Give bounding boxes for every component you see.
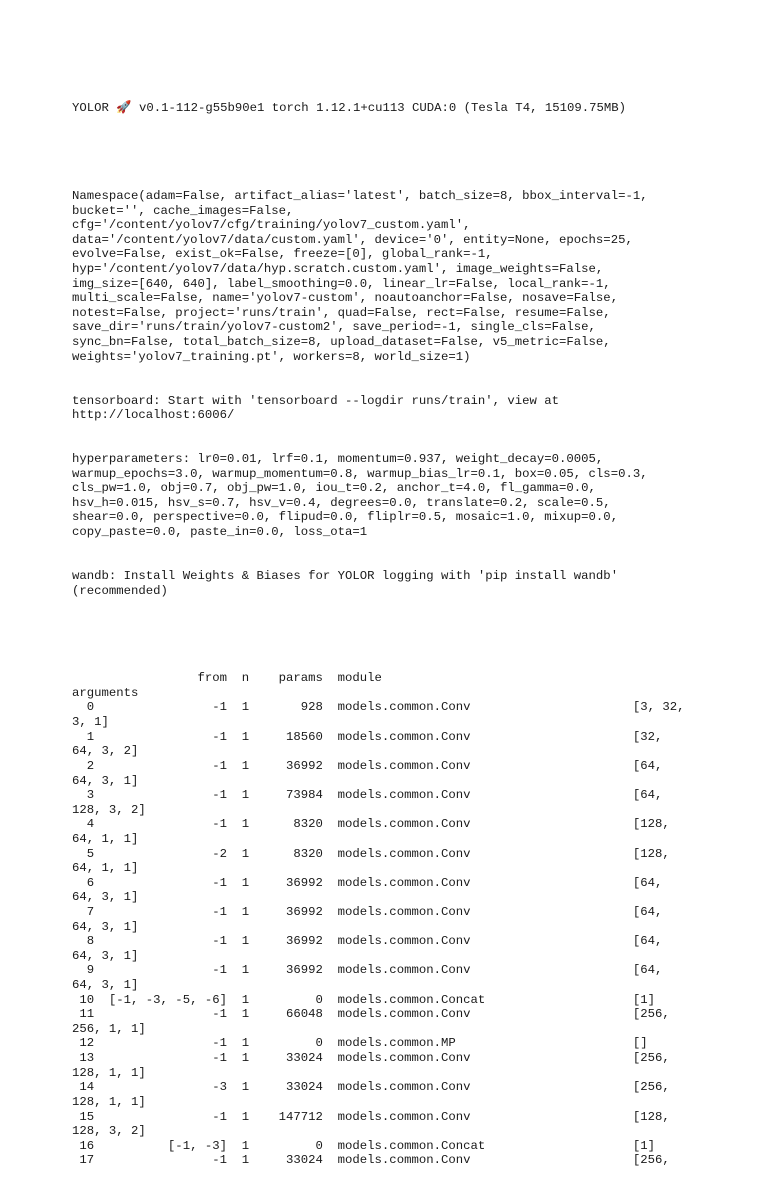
hyperparameter-line: shear=0.0, perspective=0.0, flipud=0.0, fliplr=0.5, mosaic=1.0, mixup=0.0,	[72, 510, 619, 525]
wandb-message-block	[72, 569, 762, 598]
table-line: 1 -1 1 18560 models.common.Conv [32,	[72, 729, 670, 744]
table-line: 64, 3, 1]	[72, 773, 294, 788]
wandb-line: (recommended)	[72, 583, 168, 598]
hyperparameter-line: copy_paste=0.0, paste_in=0.0, loss_ota=1	[72, 525, 368, 540]
namespace-line: hyp='/content/yolov7/data/hyp.scratch.custom.yaml', image_weights=False,	[72, 262, 604, 277]
table-line: 17 -1 1 33024 models.common.Conv [256,	[72, 1153, 678, 1168]
table-line: 16 [-1, -3] 1 0 models.common.Concat [1]	[72, 1138, 655, 1153]
table-line: 11 -1 1 66048 models.common.Conv [256,	[72, 1007, 678, 1022]
table-line: 3 -1 1 73984 models.common.Conv [64,	[72, 788, 670, 803]
version-line: YOLOR 🚀 v0.1-112-g55b90e1 torch 1.12.1+cu113 CUDA:0 (Tesla T4, 15109.75MB)	[72, 101, 627, 116]
namespace-line: save_dir='runs/train/yolov7-custom2', save_period=-1, single_cls=False,	[72, 320, 596, 335]
namespace-arguments-block	[72, 189, 762, 364]
table-line: 128, 1, 1]	[72, 1094, 294, 1109]
table-line: 8 -1 1 36992 models.common.Conv [64,	[72, 934, 670, 949]
console-log-output	[72, 72, 762, 1183]
tensorboard-line: tensorboard: Start with 'tensorboard --logdir runs/train', view at	[72, 393, 560, 408]
hyperparameter-line: hyperparameters: lr0=0.01, lrf=0.1, momentum=0.937, weight_decay=0.0005,	[72, 452, 604, 466]
table-line: 128, 3, 2]	[72, 1124, 294, 1139]
table-line: 64, 3, 1]	[72, 948, 294, 963]
namespace-line: sync_bn=False, total_batch_size=8, upload_dataset=False, v5_metric=False,	[72, 335, 611, 350]
blank-line	[72, 145, 762, 160]
blank-line	[72, 627, 762, 642]
table-line: 64, 1, 1]	[72, 861, 294, 876]
table-line: 0 -1 1 928 models.common.Conv [3, 32,	[72, 700, 692, 715]
table-line: 128, 3, 2]	[72, 802, 294, 817]
namespace-line: notest=False, project='runs/train', quad=False, rect=False, resume=False,	[72, 305, 611, 320]
table-line: 6 -1 1 36992 models.common.Conv [64,	[72, 875, 670, 890]
tensorboard-message-block	[72, 394, 762, 423]
hyperparameter-line: cls_pw=1.0, obj=0.7, obj_pw=1.0, iou_t=0.2, anchor_t=4.0, fl_gamma=0.0,	[72, 481, 596, 496]
table-line: 7 -1 1 36992 models.common.Conv [64,	[72, 904, 670, 919]
wandb-line: wandb: Install Weights & Biases for YOLOR logging with 'pip install wandb'	[72, 568, 619, 583]
table-line: 64, 3, 1]	[72, 890, 294, 905]
hyperparameters-block	[72, 452, 762, 540]
table-line: 9 -1 1 36992 models.common.Conv [64,	[72, 963, 670, 978]
table-line: from n params module	[72, 671, 633, 686]
table-line: 12 -1 1 0 models.common.MP []	[72, 1036, 648, 1051]
table-line: 5 -2 1 8320 models.common.Conv [128,	[72, 846, 678, 861]
table-line: 2 -1 1 36992 models.common.Conv [64,	[72, 758, 670, 773]
table-line: 64, 3, 1]	[72, 978, 294, 993]
model-summary-table	[72, 671, 762, 1168]
namespace-line: multi_scale=False, name='yolov7-custom', noautoanchor=False, nosave=False,	[72, 291, 619, 306]
hyperparameter-line: warmup_epochs=3.0, warmup_momentum=0.8, warmup_bias_lr=0.1, box=0.05, cls=0.3,	[72, 466, 648, 481]
table-line: arguments	[72, 685, 294, 700]
namespace-line: img_size=[640, 640], label_smoothing=0.0, linear_lr=False, local_rank=-1,	[72, 276, 611, 291]
namespace-line: weights='yolov7_training.pt', workers=8, world_size=1)	[72, 349, 471, 364]
table-line: 13 -1 1 33024 models.common.Conv [256,	[72, 1051, 678, 1066]
table-line: 256, 1, 1]	[72, 1021, 294, 1036]
table-line: 128, 1, 1]	[72, 1065, 294, 1080]
namespace-line: Namespace(adam=False, artifact_alias='latest', batch_size=8, bbox_interval=-1,	[72, 188, 648, 203]
table-line: 14 -3 1 33024 models.common.Conv [256,	[72, 1080, 678, 1095]
table-line: 64, 3, 1]	[72, 919, 294, 934]
table-line: 64, 3, 2]	[72, 744, 294, 759]
tensorboard-line: http://localhost:6006/	[72, 408, 235, 423]
table-line: 64, 1, 1]	[72, 831, 294, 846]
table-line: 4 -1 1 8320 models.common.Conv [128,	[72, 817, 678, 832]
hyperparameter-line: hsv_h=0.015, hsv_s=0.7, hsv_v=0.4, degrees=0.0, translate=0.2, scale=0.5,	[72, 495, 611, 510]
table-line: 10 [-1, -3, -5, -6] 1 0 models.common.Concat [1]	[72, 992, 655, 1007]
table-line: 15 -1 1 147712 models.common.Conv [128,	[72, 1109, 678, 1124]
namespace-line: data='/content/yolov7/data/custom.yaml', device='0', entity=None, epochs=25,	[72, 232, 633, 247]
table-line: 3, 1]	[72, 715, 294, 730]
namespace-line: bucket='', cache_images=False,	[72, 203, 294, 218]
namespace-line: evolve=False, exist_ok=False, freeze=[0], global_rank=-1,	[72, 247, 493, 262]
namespace-line: cfg='/content/yolov7/cfg/training/yolov7_custom.yaml',	[72, 218, 471, 233]
